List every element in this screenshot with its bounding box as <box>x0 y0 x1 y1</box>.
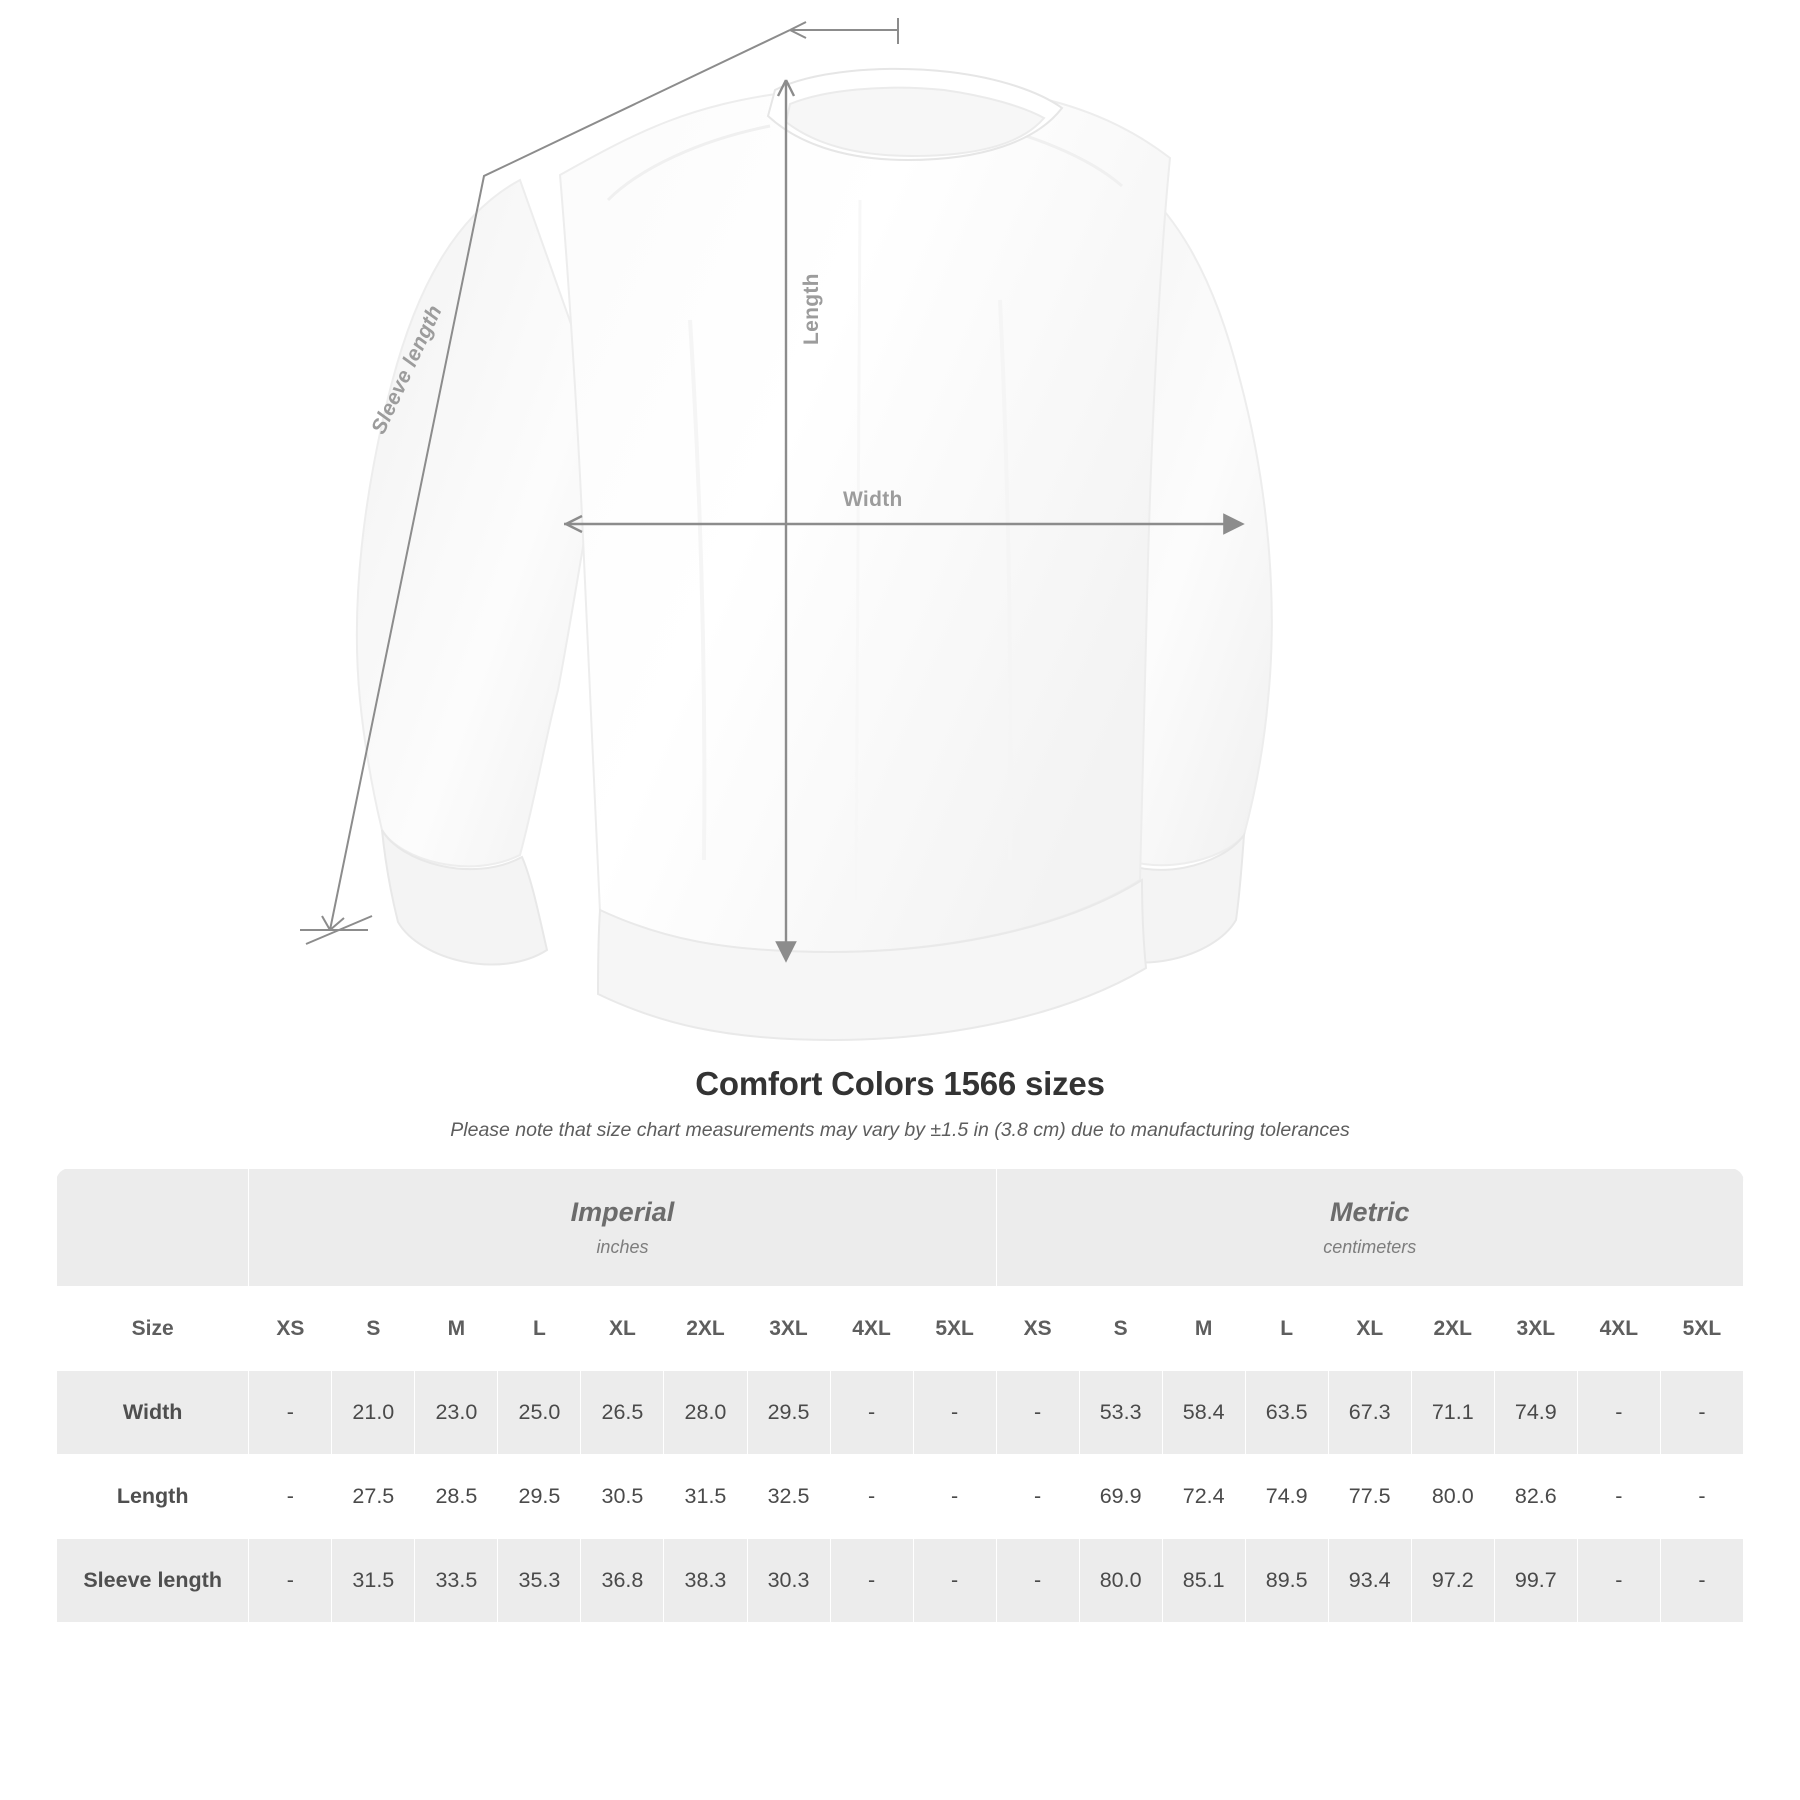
size-header-cell: XL <box>581 1287 664 1371</box>
table-cell: 36.8 <box>581 1539 664 1623</box>
table-cell: 71.1 <box>1411 1371 1494 1455</box>
table-cell: 33.5 <box>415 1539 498 1623</box>
size-header-label: Size <box>57 1287 249 1371</box>
table-cell: 74.9 <box>1245 1455 1328 1539</box>
size-header-cell: S <box>1079 1287 1162 1371</box>
table-cell: 80.0 <box>1079 1539 1162 1623</box>
table-cell: 93.4 <box>1328 1539 1411 1623</box>
unit-system-row <box>57 1169 1744 1287</box>
table-cell: 26.5 <box>581 1371 664 1455</box>
table-cell: 31.5 <box>664 1455 747 1539</box>
table-cell: - <box>249 1539 332 1623</box>
table-cell: 29.5 <box>498 1455 581 1539</box>
unit-group-metric <box>996 1169 1743 1287</box>
table-cell: - <box>1577 1455 1660 1539</box>
table-cell: - <box>913 1371 996 1455</box>
size-header-cell: L <box>498 1287 581 1371</box>
table-cell: - <box>830 1455 913 1539</box>
table-cell: 28.5 <box>415 1455 498 1539</box>
table-cell: 89.5 <box>1245 1539 1328 1623</box>
size-table-wrapper <box>56 1168 1744 1623</box>
table-cell: 82.6 <box>1494 1455 1577 1539</box>
size-header-cell: XS <box>996 1287 1079 1371</box>
table-cell: 69.9 <box>1079 1455 1162 1539</box>
row-label: Sleeve length <box>57 1539 249 1623</box>
table-cell: 77.5 <box>1328 1455 1411 1539</box>
table-cell: 53.3 <box>1079 1371 1162 1455</box>
unit-system-name: Metric <box>1330 1197 1410 1227</box>
table-cell: 29.5 <box>747 1371 830 1455</box>
unit-system-name: Imperial <box>570 1197 675 1227</box>
table-cell: 28.0 <box>664 1371 747 1455</box>
table-cell: 74.9 <box>1494 1371 1577 1455</box>
size-table <box>56 1168 1744 1623</box>
page-title: Comfort Colors 1566 sizes <box>695 1065 1105 1102</box>
size-header-cell: XL <box>1328 1287 1411 1371</box>
table-cell: - <box>1660 1539 1743 1623</box>
size-header-cell: L <box>1245 1287 1328 1371</box>
table-cell: - <box>249 1371 332 1455</box>
table-cell: 72.4 <box>1162 1455 1245 1539</box>
table-cell: - <box>1577 1371 1660 1455</box>
unit-name: inches <box>596 1237 649 1257</box>
table-cell: 80.0 <box>1411 1455 1494 1539</box>
table-cell: - <box>913 1539 996 1623</box>
length-annotation-label: Length <box>800 273 823 345</box>
table-cell: 58.4 <box>1162 1371 1245 1455</box>
table-row <box>57 1539 1744 1623</box>
size-header-cell: M <box>415 1287 498 1371</box>
table-cell: - <box>830 1539 913 1623</box>
table-cell: - <box>1577 1539 1660 1623</box>
size-header-cell: XS <box>249 1287 332 1371</box>
unit-row-spacer <box>57 1169 249 1287</box>
table-cell: - <box>249 1455 332 1539</box>
unit-name: centimeters <box>1323 1237 1417 1257</box>
table-row <box>57 1455 1744 1539</box>
table-cell: - <box>830 1371 913 1455</box>
table-cell: 67.3 <box>1328 1371 1411 1455</box>
size-header-cell: 2XL <box>1411 1287 1494 1371</box>
table-cell: 23.0 <box>415 1371 498 1455</box>
width-annotation-label: Width <box>843 488 903 511</box>
table-cell: - <box>996 1455 1079 1539</box>
table-cell: 31.5 <box>332 1539 415 1623</box>
size-header-row <box>57 1287 1744 1371</box>
table-cell: - <box>996 1371 1079 1455</box>
table-cell: 30.3 <box>747 1539 830 1623</box>
sleeve-length-annotation-label: Sleeve length <box>367 301 447 438</box>
table-cell: 63.5 <box>1245 1371 1328 1455</box>
size-header-cell: 3XL <box>747 1287 830 1371</box>
tolerance-note: Please note that size chart measurements may vary by ±1.5 in (3.8 cm) due to manufacturing tolerances <box>450 1119 1350 1141</box>
table-cell: 85.1 <box>1162 1539 1245 1623</box>
table-cell: - <box>996 1539 1079 1623</box>
size-header-cell: 4XL <box>1577 1287 1660 1371</box>
row-label: Width <box>57 1371 249 1455</box>
table-cell: 35.3 <box>498 1539 581 1623</box>
table-cell: 21.0 <box>332 1371 415 1455</box>
size-header-cell: 5XL <box>1660 1287 1743 1371</box>
table-row <box>57 1371 1744 1455</box>
table-cell: - <box>913 1455 996 1539</box>
table-cell: 38.3 <box>664 1539 747 1623</box>
table-cell: 32.5 <box>747 1455 830 1539</box>
table-cell: 25.0 <box>498 1371 581 1455</box>
table-cell: 99.7 <box>1494 1539 1577 1623</box>
table-cell: - <box>1660 1371 1743 1455</box>
size-header-cell: 3XL <box>1494 1287 1577 1371</box>
size-header-cell: 4XL <box>830 1287 913 1371</box>
row-label: Length <box>57 1455 249 1539</box>
chart-heading <box>0 1065 1800 1142</box>
size-header-cell: 5XL <box>913 1287 996 1371</box>
unit-group-imperial <box>249 1169 996 1287</box>
table-cell: 27.5 <box>332 1455 415 1539</box>
size-header-cell: S <box>332 1287 415 1371</box>
table-cell: - <box>1660 1455 1743 1539</box>
size-header-cell: 2XL <box>664 1287 747 1371</box>
table-cell: 97.2 <box>1411 1539 1494 1623</box>
table-cell: 30.5 <box>581 1455 664 1539</box>
size-header-cell: M <box>1162 1287 1245 1371</box>
